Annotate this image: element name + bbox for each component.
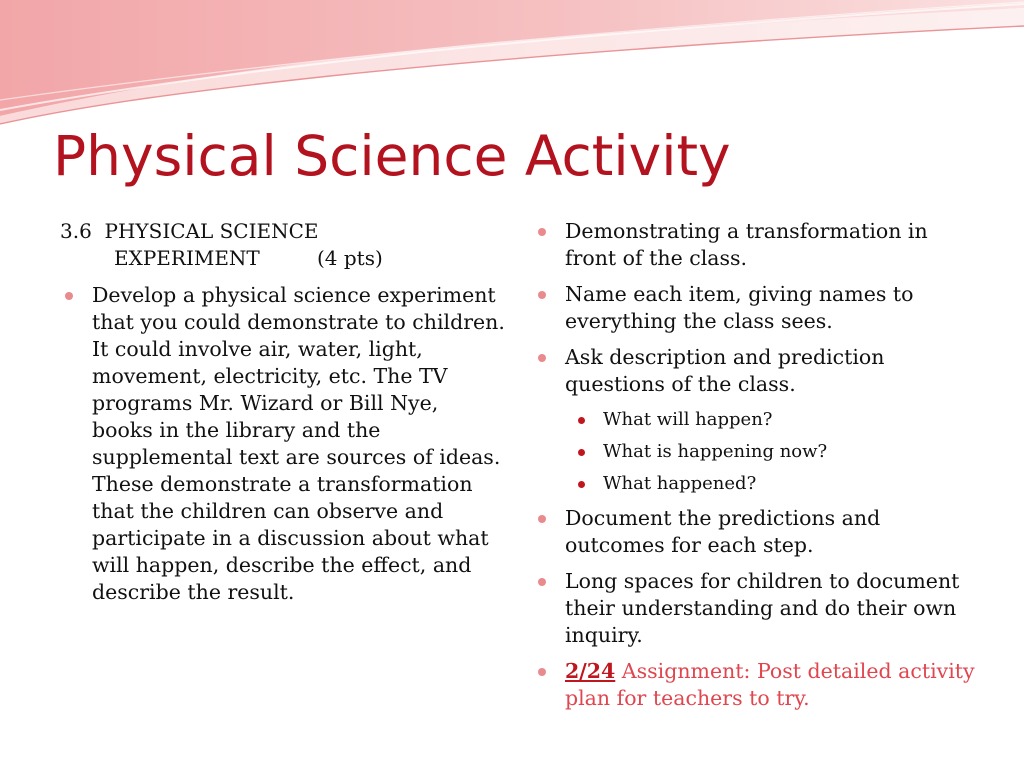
sub-bullet-dot-icon xyxy=(578,417,585,424)
bullet-dot-icon xyxy=(538,228,546,236)
bullet-dot-icon xyxy=(538,578,546,586)
bullet-item xyxy=(533,505,983,559)
bullet-text: Demonstrating a transformation in front of the class. xyxy=(565,219,928,270)
bullet-item xyxy=(533,568,983,649)
bullet-item xyxy=(533,344,983,398)
bullet-dot-icon xyxy=(538,515,546,523)
sub-bullet-dot-icon xyxy=(578,481,585,488)
section-heading xyxy=(60,218,505,272)
sub-bullet-item xyxy=(573,439,983,464)
bullet-item xyxy=(533,281,983,335)
right-column xyxy=(533,218,983,721)
section-heading-line2: EXPERIMENT (4 pts) xyxy=(114,246,383,270)
bullet-item xyxy=(60,282,505,606)
assignment-text: Assignment: Post detailed activity plan for teachers to try. xyxy=(565,659,975,710)
bullet-dot-icon xyxy=(538,668,546,676)
bullet-dot-icon xyxy=(538,354,546,362)
bullet-dot-icon xyxy=(538,291,546,299)
sub-bullet-text: What will happen? xyxy=(603,409,773,430)
section-heading-line1: 3.6 PHYSICAL SCIENCE xyxy=(60,219,319,243)
bullet-text: Develop a physical science experiment that you could demonstrate to children. It could involve air, water, light, movement, electricity, etc. The TV programs Mr. Wizard or Bill Nye, books in the library and the supplemental text are sources of ideas. These demonstrate a transformation that the children can observe and participate in a discussion about what will happen, describe the effect, and describe the result. xyxy=(92,283,505,604)
bullet-text: Ask description and prediction questions of the class. xyxy=(565,345,885,396)
bullet-text: Long spaces for children to document their understanding and do their own inquiry. xyxy=(565,569,960,647)
left-column xyxy=(60,218,505,615)
assignment-bullet xyxy=(533,658,983,712)
assignment-date: 2/24 xyxy=(565,659,616,683)
bullet-text: Document the predictions and outcomes for each step. xyxy=(565,506,881,557)
sub-bullet-list xyxy=(573,407,983,496)
sub-bullet-text: What is happening now? xyxy=(603,441,828,462)
sub-bullet-text: What happened? xyxy=(603,473,757,494)
sub-bullet-item xyxy=(573,471,983,496)
bullet-item xyxy=(533,218,983,272)
sub-bullet-item xyxy=(573,407,983,432)
bullet-text: Name each item, giving names to everything the class sees. xyxy=(565,282,914,333)
bullet-dot-icon xyxy=(65,292,73,300)
decorative-swoosh xyxy=(0,0,1024,130)
sub-bullet-dot-icon xyxy=(578,449,585,456)
slide-title: Physical Science Activity xyxy=(53,124,731,188)
